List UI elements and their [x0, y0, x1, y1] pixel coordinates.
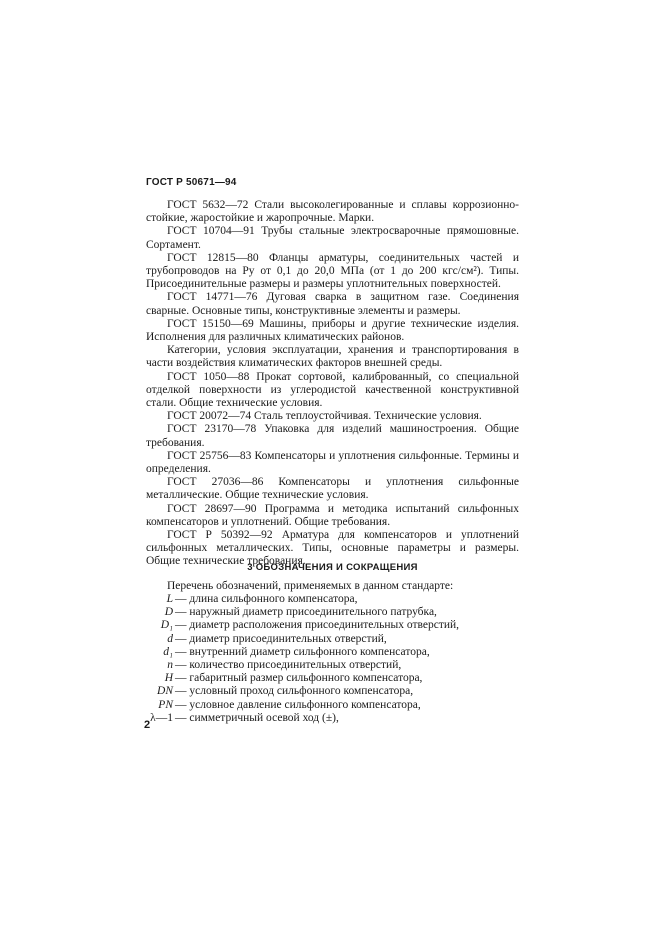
symbol-description: — количество присоединительных отверстий,: [175, 659, 402, 672]
symbol-row: [143, 606, 523, 619]
reference-item: ГОСТ 10704—91 Трубы стальные электросварочные прямошовные. Сортамент.: [146, 225, 519, 251]
normative-references: [146, 199, 519, 569]
symbol-description: — диаметр расположения присоединительных отверстий,: [175, 619, 460, 632]
symbol: λ—1: [150, 711, 173, 724]
symbol-row: [143, 619, 523, 632]
reference-item: ГОСТ 14771—76 Дуговая сварка в защитном газе. Соединения сварные. Основные типы, конструктивные элементы и размеры.: [146, 291, 519, 317]
symbol-description: — диаметр присоединительных отверстий,: [175, 632, 387, 645]
symbol-description: — условный проход сильфонного компенсатора,: [175, 685, 414, 698]
symbol: d: [167, 632, 173, 645]
section-title: 3 ОБОЗНАЧЕНИЯ И СОКРАЩЕНИЯ: [247, 562, 418, 573]
symbol-description: — внутренний диаметр сильфонного компенсатора,: [175, 645, 430, 658]
reference-item: ГОСТ 5632—72 Стали высоколегированные и сплавы коррозионно-стойкие, жаростойкие и жаропрочные. Марки.: [146, 199, 519, 225]
reference-item: ГОСТ 23170—78 Упаковка для изделий машиностроения. Общие требования.: [146, 423, 519, 449]
symbol-row: [143, 646, 523, 659]
reference-item: ГОСТ 20072—74 Сталь теплоустойчивая. Технические условия.: [167, 410, 482, 423]
symbol: D₁: [160, 619, 173, 632]
symbol-row: [143, 633, 523, 646]
symbol-description: — симметричный осевой ход (±),: [175, 711, 339, 724]
symbol: DN: [157, 685, 173, 698]
symbol-row: [143, 593, 523, 606]
page-number: 2: [144, 719, 151, 731]
symbol: PN: [158, 698, 173, 711]
reference-item: ГОСТ 15150—69 Машины, приборы и другие технические изделия. Исполнения для различных климатических районов.: [146, 317, 519, 344]
symbol-description: — условное давление сильфонного компенсатора,: [175, 698, 421, 711]
symbol: H: [164, 672, 173, 685]
symbol-row: [143, 685, 523, 698]
reference-item: ГОСТ 27036—86 Компенсаторы и уплотнения сильфонные металлические. Общие технические условия.: [146, 476, 519, 502]
reference-item: ГОСТ 12815—80 Фланцы арматуры, соединительных частей и трубопроводов на Ру от 0,1 до 20,0 МПа (от 1 до 200 кгс/см²). Типы. Присоединительные размеры и размеры уплотнительных поверхностей.: [146, 251, 519, 291]
symbol-row: [143, 699, 523, 712]
symbol-row: [143, 712, 523, 725]
symbol: D: [164, 606, 173, 619]
symbols-list: [143, 593, 523, 725]
symbol-description: — габаритный размер сильфонного компенсатора,: [175, 672, 423, 685]
symbol: d₁: [163, 645, 173, 658]
symbol: n: [167, 659, 173, 672]
reference-item: ГОСТ 25756—83 Компенсаторы и уплотнения сильфонные. Термины и определения.: [146, 449, 519, 476]
symbols-intro: Перечень обозначений, применяемых в данном стандарте:: [167, 580, 454, 592]
symbol-description: — наружный диаметр присоединительного патрубка,: [175, 606, 437, 619]
symbol-row: [143, 672, 523, 685]
symbol-description: — длина сильфонного компенсатора,: [175, 593, 358, 605]
document-header: ГОСТ Р 50671—94: [146, 177, 237, 188]
reference-item: ГОСТ Р 50392—92 Арматура для компенсаторов и уплотнений сильфонных металлических. Типы, основные параметры и размеры. Общие технические требования.: [146, 529, 519, 568]
symbol-row: [143, 659, 523, 672]
reference-item: ГОСТ 28697—90 Программа и методика испытаний сильфонных компенсаторов и уплотнений. Общие требования.: [146, 502, 519, 528]
symbol: L: [166, 593, 173, 605]
reference-item: ГОСТ 1050—88 Прокат сортовой, калиброванный, со специальной отделкой поверхности из углеродистой качественной конструктивной стали. Общие технические условия.: [146, 370, 519, 410]
reference-item: Категории, условия эксплуатации, хранения и транспортирования в части воздействия климатических факторов внешней среды.: [146, 344, 519, 370]
